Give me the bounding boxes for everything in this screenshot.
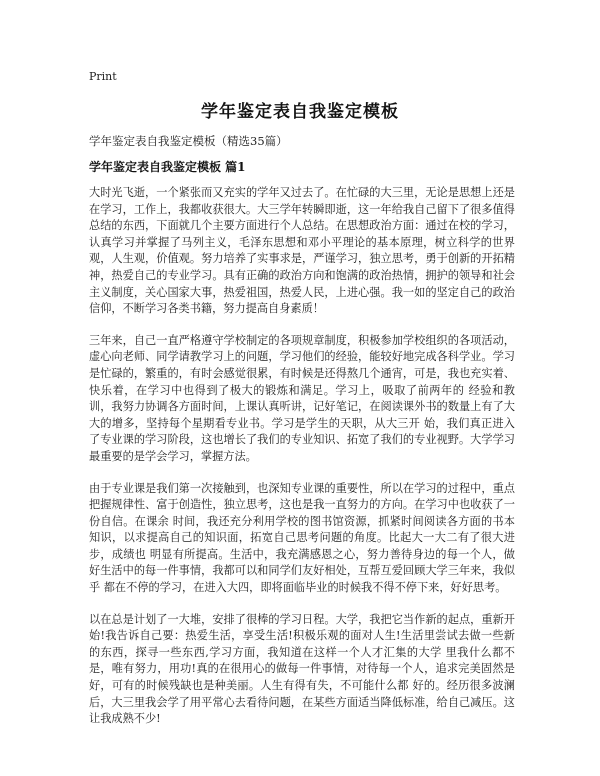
document-body xyxy=(89,185,515,743)
body-paragraph: 由于专业课是我们第一次接触到，也深知专业课的重要性，所以在学习的过程中，重点把握规律性、富于创造性，独立思考，这也是我一直努力的方向。在学习中也收获了一份自信。在课余 时间，我还充分利用学校的图书馆资源，抓紧时间阅读各方面的书本知识，以求提高自己的知识面，拓宽自己思考问题的角度。比起大一大二有了很大进步，成绩也 明显有所提高。生活中，我充满感恩之心，努力善待身边的每一个人，做好生活中的每一件事情，我都可以和同学们友好相处，互帮互爱回顾大学三年来，我似乎 都在不停的学习，在进入大四，即将面临毕业的时候我不得不停下来，好好思考。 xyxy=(89,481,515,595)
print-link[interactable]: Print xyxy=(89,70,117,83)
document-subtitle: 学年鉴定表自我鉴定模板（精选35篇） xyxy=(89,134,288,148)
body-paragraph: 三年来，自己一直严格遵守学校制定的各项规章制度，积极参加学校组织的各项活动，虚心向老师、同学请教学习上的问题，学习他们的经验，能较好地完成各科学业。学习是忙碌的，繁重的，有时会感觉很累，有时候是还得熬几个通宵，可是，我也充实着、快乐着，在学习中也得到了极大的锻炼和满足。学习上，吸取了前两年的 经验和教训，我努力协调各方面时间，上课认真听讲，记好笔记，在阅读课外书的数量上有了大大的增多，坚持每个星期看专业书。学习是学生的天职，从大三开 始，我们真正进入了专业课的学习阶段，这也增长了我们的专业知识、拓宽了我们的专业视野。大学学习最重要的是学会学习，掌握方法。 xyxy=(89,333,515,463)
body-paragraph: 以在总是计划了一大堆，安排了很棒的学习日程。大学，我把它当作新的起点，重新开始!我告诉自己要：热爱生活，享受生活!积极乐观的面对人生!生活里尝试去做一些新的东西，探寻一些东西,学习方面，我知道在这样一个人才汇集的大学 里我什么都不是，唯有努力，用功!真的在很用心的做每一件事情，对待每一个人，追求完美固然是好，可有的时候残缺也是种美丽。人生有得有失，不可能什么都 好的。经历很多波澜后，大三里我会学了用平常心去看待问题，在某些方面适当降低标准，给自己减压。这让我成熟不少! xyxy=(89,612,515,726)
document-title: 学年鉴定表自我鉴定模板 xyxy=(201,102,399,122)
section-heading: 学年鉴定表自我鉴定模板 篇1 xyxy=(89,160,246,174)
body-paragraph: 大时光飞逝，一个紧张而又充实的学年又过去了。在忙碌的大三里，无论是思想上还是在学习，工作上，我都收获很大。大三学年转瞬即逝，这一年给我自己留下了很多值得总结的东西，下面就几个主要方面进行个人总结。在思想政治方面：通过在校的学习，认真学习并掌握了马列主义，毛泽东思想和邓小平理论的基本原理，树立科学的世界观，人生观，价值观。努力培养了实事求是，严谨学习，独立思考，勇于创新的开拓精神，热爱自己的专业学习。具有正确的政治方向和饱满的政治热情，拥护的领导和社会主义制度，关心国家大事，热爱祖国，热爱人民，上进心强。我一如的坚定自己的政治信仰，不断学习各类书籍，努力提高自身素质！ xyxy=(89,186,515,316)
